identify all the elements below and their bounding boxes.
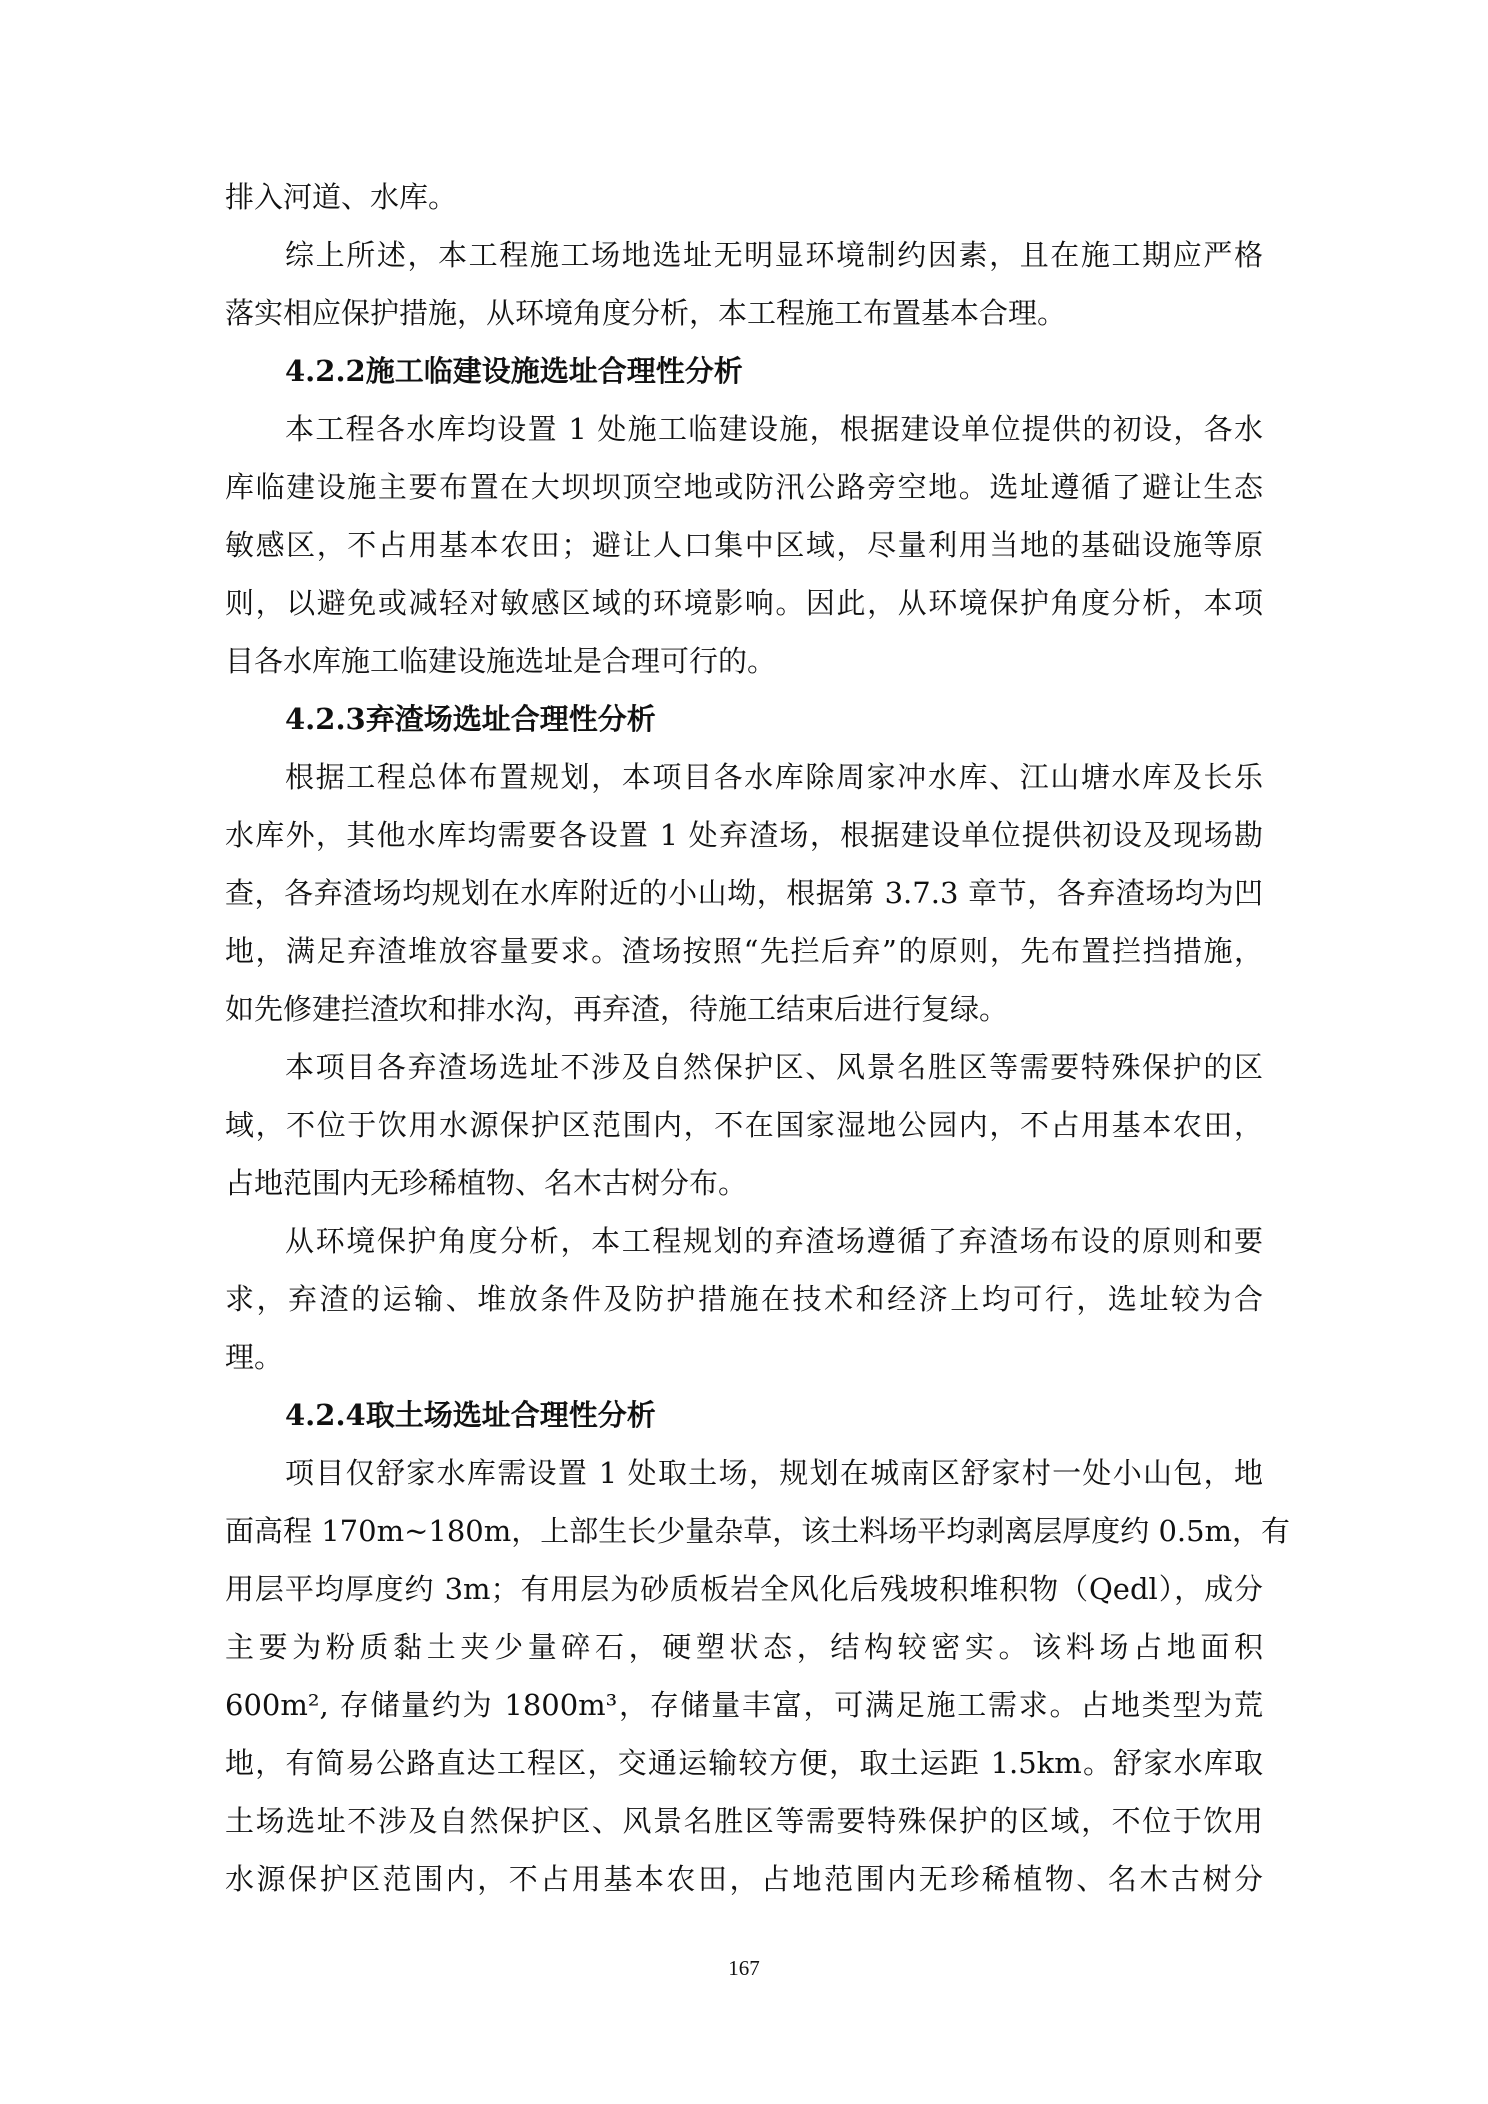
text-line: 地，满足弃渣堆放容量要求。渣场按照“先拦后弃”的原则，先布置拦挡措施，: [225, 934, 1263, 968]
text-line: 主要为粉质黏土夹少量碎石，硬塑状态，结构较密实。该料场占地面积: [225, 1630, 1263, 1664]
text-line: 土场选址不涉及自然保护区、风景名胜区等需要特殊保护的区域，不位于饮用: [225, 1804, 1263, 1838]
text-line: 目各水库施工临建设施选址是合理可行的。: [225, 644, 777, 678]
text-line: 查，各弃渣场均规划在水库附近的小山坳，根据第 3.7.3 章节，各弃渣场均为凹: [225, 876, 1263, 910]
paragraph: [225, 226, 1263, 342]
text-line: 用层平均厚度约 3m；有用层为砂质板岩全风化后残坡积堆积物（Qedl），成分: [225, 1572, 1263, 1606]
text-line: 600m², 存储量约为 1800m³，存储量丰富，可满足施工需求。占地类型为荒: [225, 1688, 1263, 1722]
text-line: 面高程 170m~180m，上部生长少量杂草，该土料场平均剥离层厚度约 0.5m，有: [225, 1514, 1291, 1548]
text-line: 项目仅舒家水库需设置 1 处取土场，规划在城南区舒家村一处小山包，地: [285, 1456, 1263, 1490]
text-line: 理。: [225, 1340, 284, 1374]
text-line: 如先修建拦渣坎和排水沟，再弃渣，待施工结束后进行复绿。: [225, 992, 1009, 1026]
text-line: 求，弃渣的运输、堆放条件及防护措施在技术和经济上均可行，选址较为合: [225, 1282, 1263, 1316]
text-line: 则，以避免或减轻对敏感区域的环境影响。因此，从环境保护角度分析，本项: [225, 586, 1263, 620]
paragraph: [225, 1444, 1291, 1908]
section-heading: 4.2.4取土场选址合理性分析: [285, 1398, 656, 1432]
text-line: 水源保护区范围内，不占用基本农田，占地范围内无珍稀植物、名木古树分: [225, 1862, 1263, 1896]
paragraph: [225, 1038, 1263, 1212]
paragraph: [225, 168, 1263, 226]
text-line: 落实相应保护措施，从环境角度分析，本工程施工布置基本合理。: [225, 296, 1067, 330]
text-line: 占地范围内无珍稀植物、名木古树分布。: [225, 1166, 748, 1200]
text-line: 地，有简易公路直达工程区，交通运输较方便，取土运距 1.5km。舒家水库取: [225, 1746, 1263, 1780]
section-heading: 4.2.3弃渣场选址合理性分析: [285, 702, 656, 736]
text-line: 排入河道、水库。: [225, 180, 458, 214]
text-line: 域，不位于饮用水源保护区范围内，不在国家湿地公园内，不占用基本农田，: [225, 1108, 1263, 1142]
paragraph: [225, 748, 1263, 1038]
text-line: 本项目各弃渣场选址不涉及自然保护区、风景名胜区等需要特殊保护的区: [285, 1050, 1263, 1084]
text-line: 库临建设施主要布置在大坝坝顶空地或防汛公路旁空地。选址遵循了避让生态: [225, 470, 1263, 504]
text-line: 敏感区，不占用基本农田；避让人口集中区域，尽量利用当地的基础设施等原: [225, 528, 1263, 562]
paragraph: [225, 1212, 1263, 1386]
paragraph: [225, 400, 1263, 690]
document-body: [225, 168, 1291, 1908]
section-heading: 4.2.2施工临建设施选址合理性分析: [285, 354, 743, 388]
text-line: 本工程各水库均设置 1 处施工临建设施，根据建设单位提供的初设，各水: [285, 412, 1263, 446]
text-line: 从环境保护角度分析，本工程规划的弃渣场遵循了弃渣场布设的原则和要: [285, 1224, 1263, 1258]
text-line: 综上所述，本工程施工场地选址无明显环境制约因素，且在施工期应严格: [285, 238, 1263, 272]
text-line: 水库外，其他水库均需要各设置 1 处弃渣场，根据建设单位提供初设及现场勘: [225, 818, 1263, 852]
text-line: 根据工程总体布置规划，本项目各水库除周家冲水库、江山塘水库及长乐: [285, 760, 1263, 794]
page-number: 167: [728, 1956, 760, 1980]
